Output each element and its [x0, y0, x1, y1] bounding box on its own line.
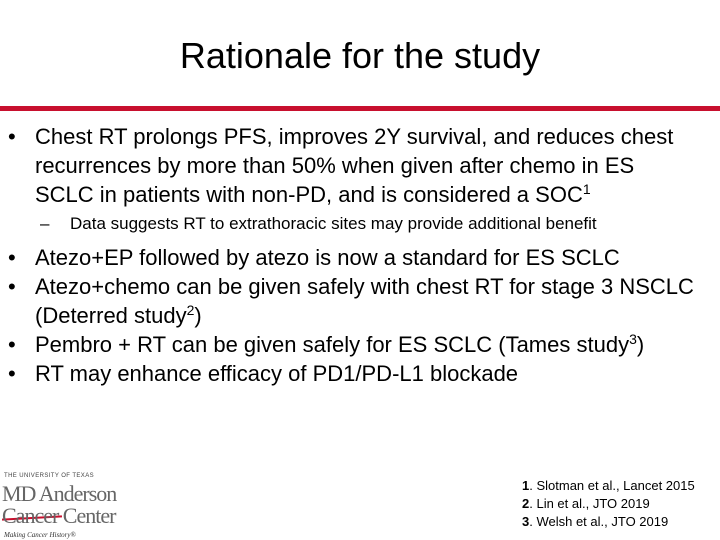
slide-title: Rationale for the study	[179, 35, 541, 76]
bullet-text: Chest RT prolongs PFS, improves 2Y survival, and reduces chest recurrences by more than 50% when given after chemo in ES SCLC in patients with non-PD, and is considered a SOC	[35, 124, 674, 207]
citation-superscript: 2	[186, 302, 195, 318]
logo-line-2: Cancer Center	[2, 503, 116, 528]
bullet-item	[0, 243, 695, 272]
bullet-item	[0, 122, 695, 209]
bullet-text: Atezo+EP followed by atezo is now a standard for ES SCLC	[35, 245, 620, 270]
bullet-text: Pembro + RT can be given safely for ES SCLC (Tames study	[35, 332, 630, 357]
reference-number: 3	[522, 514, 530, 529]
reference-item	[522, 513, 695, 531]
reference-text: . Slotman et al., Lancet 2015	[529, 478, 695, 493]
bullet-list	[0, 122, 720, 388]
reference-text: . Lin et al., JTO 2019	[529, 496, 650, 511]
bullet-marker: •	[8, 274, 16, 299]
sub-bullet-text: Data suggests RT to extrathoracic sites may provide additional benefit	[70, 214, 597, 233]
bullet-tail: )	[194, 303, 202, 328]
bullet-item	[0, 272, 695, 330]
bullet-item	[0, 330, 695, 359]
bullet-marker: •	[8, 245, 16, 270]
title-divider	[0, 106, 720, 111]
logo-line-1: MD Anderson	[2, 481, 117, 506]
sub-bullet-marker: –	[40, 214, 50, 233]
reference-item	[522, 495, 695, 513]
logo-tagline: Making Cancer History®	[4, 531, 76, 539]
reference-number: 2	[522, 496, 530, 511]
bullet-marker: •	[8, 361, 16, 386]
bullet-marker: •	[8, 332, 16, 357]
citation-superscript: 3	[629, 331, 637, 347]
reference-number: 1	[522, 478, 530, 493]
bullet-text: Atezo+chemo can be given safely with chest RT for stage 3 NSCLC (Deterred study	[35, 274, 694, 328]
references	[522, 477, 695, 531]
bullet-marker: •	[8, 124, 16, 149]
reference-text: . Welsh et al., JTO 2019	[529, 514, 669, 529]
sub-bullet-item	[0, 211, 720, 237]
logo-university-line: THE UNIVERSITY OF TEXAS	[4, 473, 94, 479]
citation-superscript: 1	[582, 181, 591, 197]
bullet-text: RT may enhance efficacy of PD1/PD-L1 blockade	[35, 361, 519, 386]
bullet-item	[0, 359, 695, 388]
reference-item	[522, 477, 695, 495]
md-anderson-logo	[2, 470, 127, 540]
bullet-tail: )	[636, 332, 645, 357]
